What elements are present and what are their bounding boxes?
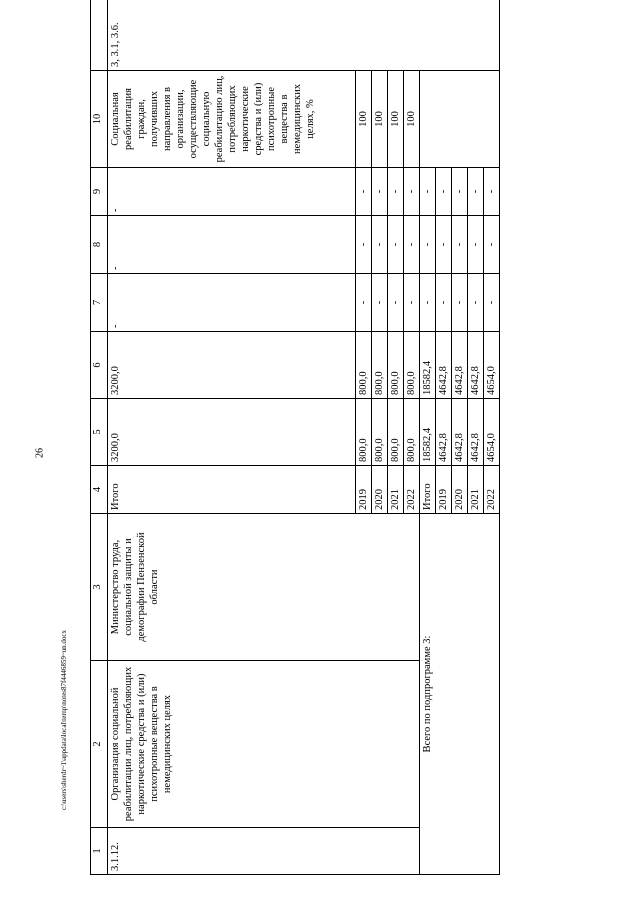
- value-cell: -: [452, 274, 468, 332]
- value-cell: -: [484, 216, 500, 274]
- executor: Министерство труда, социальной защиты и демографии Пензенской области: [108, 514, 356, 661]
- value-cell: 800,0: [356, 332, 372, 399]
- year-cell: 2020: [372, 466, 388, 514]
- value-cell: -: [108, 274, 356, 332]
- header-cell: 2: [91, 661, 108, 828]
- value-cell: -: [420, 274, 436, 332]
- table-row: [388, 0, 404, 875]
- value-cell: 3200,0: [108, 399, 356, 466]
- indicator-text: Социальная реабилитация граждан, получивших направления в организации, осуществляющие социальную реабилитацию лиц, потребляющих наркотические средства и (или) психотропные вещества в немедицинских целях, %: [108, 71, 356, 168]
- year-cell: 2019: [356, 466, 372, 514]
- total-row: [420, 0, 436, 875]
- value-cell: -: [420, 168, 436, 216]
- file-path-footer: c:\users\sherdr~1\appdata\local\temp\notes87f4446859~un.docx: [60, 629, 68, 810]
- value-cell: -: [436, 216, 452, 274]
- header-cell: 7: [91, 274, 108, 332]
- value-cell: -: [388, 168, 404, 216]
- table-row: [108, 0, 356, 875]
- value-cell: -: [372, 168, 388, 216]
- value-cell: 800,0: [372, 399, 388, 466]
- value-cell: -: [404, 274, 420, 332]
- header-cell: [91, 0, 108, 71]
- row-number: 3.1.12.: [108, 828, 356, 875]
- value-cell: 4642,8: [468, 332, 484, 399]
- value-cell: 800,0: [372, 332, 388, 399]
- value-cell: -: [404, 216, 420, 274]
- value-cell: 100: [356, 71, 372, 168]
- value-cell: -: [356, 168, 372, 216]
- value-cell: 100: [404, 71, 420, 168]
- value-cell: 100: [372, 71, 388, 168]
- header-cell: 5: [91, 399, 108, 466]
- program-table: [90, 0, 500, 875]
- year-cell: 2021: [468, 466, 484, 514]
- header-row: [91, 0, 108, 875]
- value-cell: -: [420, 216, 436, 274]
- value-cell: 4642,8: [452, 399, 468, 466]
- value-cell: 4654,0: [484, 399, 500, 466]
- value-cell: 3200,0: [108, 332, 356, 399]
- year-cell: Итого: [420, 466, 436, 514]
- value-cell: 4642,8: [436, 332, 452, 399]
- year-cell: Итого: [108, 466, 356, 514]
- header-cell: 3: [91, 514, 108, 661]
- header-cell: 9: [91, 168, 108, 216]
- value-cell: 4642,8: [468, 399, 484, 466]
- value-cell: 800,0: [388, 399, 404, 466]
- year-cell: 2019: [436, 466, 452, 514]
- value-cell: -: [388, 216, 404, 274]
- table-row: [372, 0, 388, 875]
- header-cell: 1: [91, 828, 108, 875]
- value-cell: 18582,4: [420, 332, 436, 399]
- value-cell: -: [388, 274, 404, 332]
- page-number: 26: [34, 448, 46, 458]
- value-cell: -: [468, 168, 484, 216]
- value-cell: 800,0: [356, 399, 372, 466]
- header-cell: 10: [91, 71, 108, 168]
- year-cell: 2021: [388, 466, 404, 514]
- rotated-table-container: [90, 20, 580, 875]
- value-cell: -: [372, 274, 388, 332]
- header-cell: 8: [91, 216, 108, 274]
- value-cell: 100: [388, 71, 404, 168]
- value-cell: -: [484, 274, 500, 332]
- year-cell: 2020: [452, 466, 468, 514]
- value-cell: 18582,4: [420, 399, 436, 466]
- value-cell: -: [452, 168, 468, 216]
- value-cell: -: [436, 274, 452, 332]
- value-cell: 4654,0: [484, 332, 500, 399]
- value-cell: 800,0: [388, 332, 404, 399]
- value-cell: -: [108, 168, 356, 216]
- value-cell: -: [356, 274, 372, 332]
- value-cell: 4642,8: [436, 399, 452, 466]
- value-cell: -: [452, 216, 468, 274]
- year-cell: 2022: [484, 466, 500, 514]
- value-cell: -: [436, 168, 452, 216]
- value-cell: 4642,8: [452, 332, 468, 399]
- header-cell: 6: [91, 332, 108, 399]
- value-cell: 800,0: [404, 332, 420, 399]
- value-cell: -: [372, 216, 388, 274]
- value-cell: -: [468, 216, 484, 274]
- event-name: Организация социальной реабилитации лиц, потребляющих наркотические средства и (или) психотропные вещества в немедицинских целях: [108, 661, 356, 828]
- value-cell: -: [404, 168, 420, 216]
- value-cell: -: [356, 216, 372, 274]
- value-cell: -: [108, 216, 356, 274]
- table-row: [404, 0, 420, 875]
- value-cell: -: [468, 274, 484, 332]
- year-cell: 2022: [404, 466, 420, 514]
- subprogram-total-label: Всего по подпрограмме 3:: [420, 514, 500, 875]
- value-cell: 800,0: [404, 399, 420, 466]
- link-cell: 3, 3.1, 3.6.: [108, 0, 500, 71]
- value-cell: -: [484, 168, 500, 216]
- table-row: [356, 0, 372, 875]
- header-cell: 4: [91, 466, 108, 514]
